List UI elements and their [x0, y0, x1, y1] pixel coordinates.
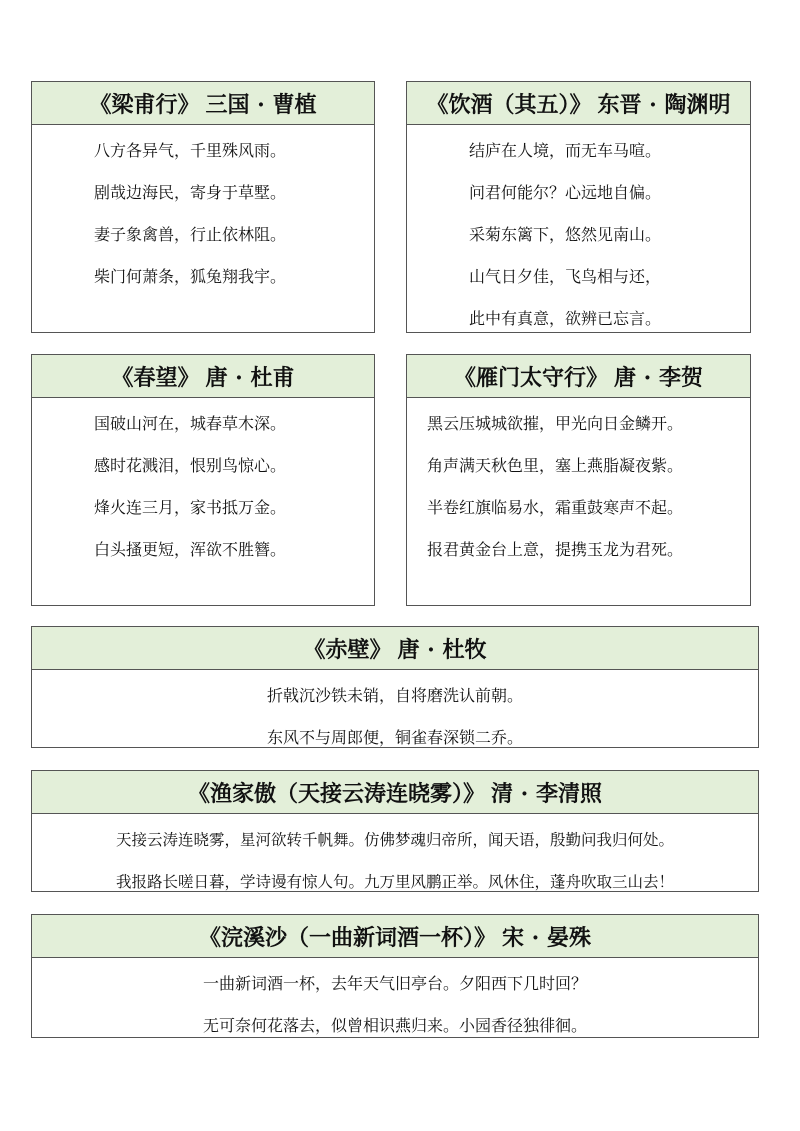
poem-header: [32, 627, 758, 670]
poem-line: 报君黄金台上意，提携玉龙为君死。: [427, 540, 684, 559]
poem-author: 东晋 · 陶渊明: [597, 91, 731, 118]
poem-body: [32, 398, 374, 574]
poem-author: 唐 · 杜甫: [205, 364, 295, 391]
poem-line: 我报路长嗟日暮，学诗谩有惊人句。九万里风鹏正举。风休住，蓬舟吹取三山去！: [115, 873, 674, 891]
poem-body: [407, 125, 750, 343]
poem-card-huanxisha: [31, 914, 759, 1038]
poem-line: 半卷红旗临易水，霜重鼓寒声不起。: [427, 498, 684, 517]
poem-line: 一曲新词酒一杯，去年天气旧亭台。夕阳西下几时回？: [202, 974, 587, 993]
poem-line: 烽火连三月，家书抵万金。: [94, 498, 287, 517]
poem-author: 宋 · 晏殊: [502, 924, 591, 951]
poem-line: 白头搔更短，浑欲不胜簪。: [94, 540, 287, 559]
poem-header: [32, 771, 758, 814]
poem-card-liangfuxing: [31, 81, 375, 333]
poem-header: [407, 355, 750, 398]
poem-author: 唐 · 李贺: [614, 364, 703, 391]
poem-line: 结庐在人境，而无车马喧。: [469, 141, 662, 160]
poem-title: 《赤壁》: [303, 636, 392, 663]
poem-line: 妻子象禽兽，行止依林阻。: [94, 225, 287, 244]
poem-body: [32, 670, 758, 762]
poem-line: 东风不与周郎便，铜雀春深锁二乔。: [266, 728, 523, 747]
poem-header: [32, 355, 374, 398]
poem-body: [32, 814, 758, 906]
poem-body: [32, 958, 758, 1050]
poem-header: [407, 82, 750, 125]
poem-line: 问君何能尔？心远地自偏。: [469, 183, 662, 202]
poem-header: [32, 82, 374, 125]
poem-line: 剧哉边海民，寄身于草墅。: [94, 183, 287, 202]
poem-title: 《雁门太守行》: [454, 364, 609, 391]
poem-line: 角声满天秋色里，塞上燕脂凝夜紫。: [427, 456, 684, 475]
poem-header: [32, 915, 758, 958]
poem-line: 天接云涛连晓雾，星河欲转千帆舞。仿佛梦魂归帝所，闻天语，殷勤问我归何处。: [115, 831, 674, 849]
poem-line: 八方各异气，千里殊风雨。: [94, 141, 287, 160]
poem-line: 柴门何萧条，狐兔翔我宇。: [94, 267, 287, 286]
poem-card-yinjiu: [406, 81, 751, 333]
poem-author: 清 · 李清照: [491, 780, 602, 807]
poem-line: 感时花溅泪，恨别鸟惊心。: [94, 456, 287, 475]
poem-body: [407, 398, 750, 574]
poem-author: 唐 · 杜牧: [397, 636, 487, 663]
poem-title: 《渔家傲（天接云涛连晓雾）》: [188, 780, 486, 807]
poem-title: 《浣溪沙（一曲新词酒一杯）》: [199, 924, 497, 951]
poem-card-yujiaao: [31, 770, 759, 892]
poem-author: 三国 · 曹植: [205, 91, 317, 118]
poem-line: 无可奈何花落去，似曾相识燕归来。小园香径独徘徊。: [202, 1016, 587, 1035]
poem-line: 采菊东篱下，悠然见南山。: [469, 225, 662, 244]
poem-line: 山气日夕佳，飞鸟相与还，: [469, 267, 662, 286]
poem-title: 《饮酒（其五）》: [426, 91, 592, 118]
poem-line: 黑云压城城欲摧，甲光向日金鳞开。: [427, 414, 684, 433]
poem-card-chunwang: [31, 354, 375, 606]
poem-card-chibi: [31, 626, 759, 748]
poem-title: 《春望》: [111, 364, 200, 391]
poem-line: 此中有真意，欲辨已忘言。: [469, 309, 662, 328]
poem-card-yanmentaishouxing: [406, 354, 751, 606]
poem-line: 国破山河在，城春草木深。: [94, 414, 287, 433]
poem-line: 折戟沉沙铁未销，自将磨洗认前朝。: [266, 686, 523, 705]
poem-title: 《梁甫行》: [89, 91, 200, 118]
poem-body: [32, 125, 374, 301]
